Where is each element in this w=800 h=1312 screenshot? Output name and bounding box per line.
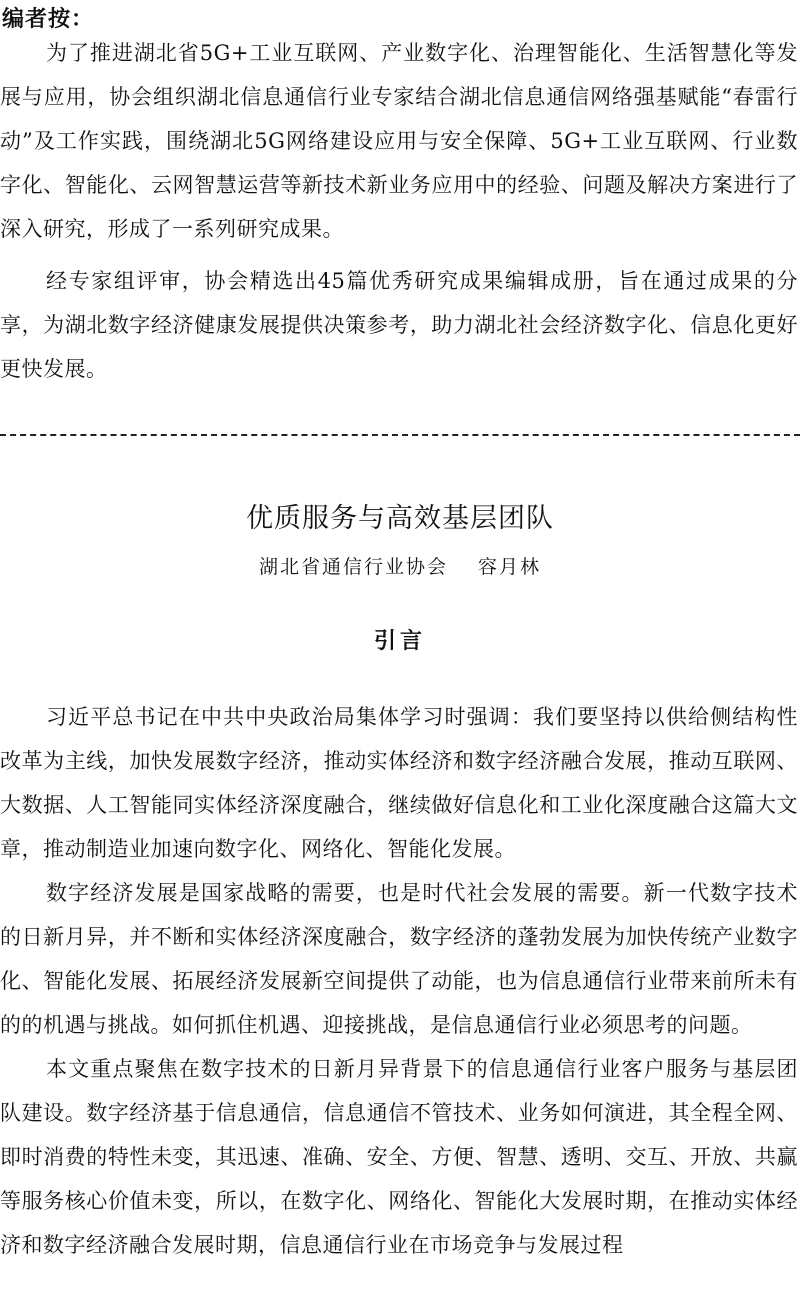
body-paragraph-1: 习近平总书记在中共中央政治局集体学习时强调：我们要坚持以供给侧结构性改革为主线，加快发展数字经济，推动实体经济和数字经济融合发展，推动互联网、大数据、人工智能同实体经济深度融合，继续做好信息化和工业化深度融合这篇大文章，推动制造业加速向数字化、网络化、智能化发展。 xyxy=(0,705,798,861)
section-divider xyxy=(0,434,800,436)
article-body xyxy=(0,695,798,1267)
section-heading-introduction: 引言 xyxy=(373,628,426,654)
body-paragraph-2: 数字经济发展是国家战略的需要，也是时代社会发展的需要。新一代数字技术的日新月异，并不断和实体经济深度融合，数字经济的蓬勃发展为加快传统产业数字化、智能化发展、拓展经济发展新空间提供了动能，也为信息通信行业带来前所未有的的机遇与挑战。如何抓住机遇、迎接挑战，是信息通信行业必须思考的问题。 xyxy=(0,881,798,1037)
editor-note-paragraph-1: 为了推进湖北省5G+工业互联网、产业数字化、治理智能化、生活智慧化等发展与应用，协会组织湖北信息通信行业专家结合湖北信息通信网络强基赋能“春雷行动”及工作实践，围绕湖北5G网络建设应用与安全保障、5G+工业互联网、行业数字化、智能化、云网智慧运营等新技术新业务应用中的经验、问题及解决方案进行了深入研究，形成了一系列研究成果。 xyxy=(0,41,798,241)
article-title: 优质服务与高效基层团队 xyxy=(246,503,554,534)
author-organization: 湖北省通信行业协会 xyxy=(258,556,448,578)
body-paragraph-3: 本文重点聚焦在数字技术的日新月异背景下的信息通信行业客户服务与基层团队建设。数字经济基于信息通信，信息通信不管技术、业务如何演进，其全程全网、即时消费的特性未变，其迅速、准确、安全、方便、智慧、透明、交互、开放、共赢等服务核心价值未变，所以，在数字化、网络化、智能化大发展时期，在推动实体经济和数字经济融合发展时期，信息通信行业在市场竞争与发展过程 xyxy=(0,1057,798,1257)
editor-note-paragraph-2: 经专家组评审，协会精选出45篇优秀研究成果编辑成册，旨在通过成果的分享，为湖北数字经济健康发展提供决策参考，助力湖北社会经济数字化、信息化更好更快发展。 xyxy=(0,269,798,381)
article-byline xyxy=(0,552,800,579)
editor-note-heading: 编者按： xyxy=(2,6,95,32)
author-name: 容月林 xyxy=(478,556,542,578)
